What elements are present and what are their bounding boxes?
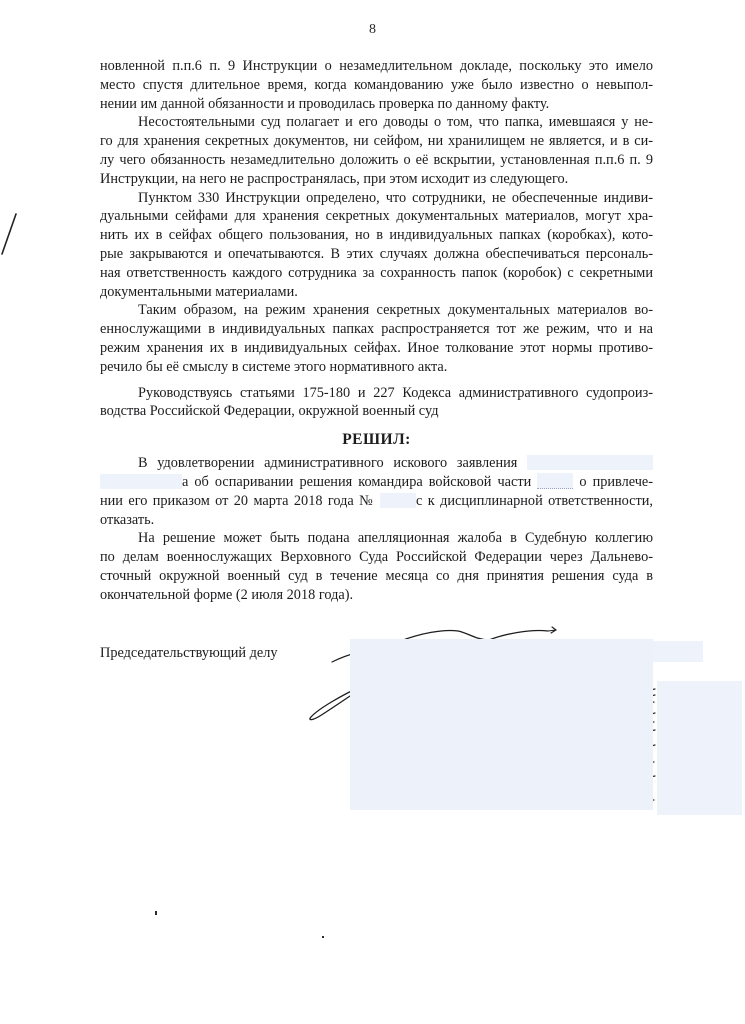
paragraph [100,529,653,604]
inline-redaction-box [380,493,416,508]
text-line: Таким образом, на режим хранения секретных документальных материалов во- [138,302,653,319]
text-line: речило бы её смыслу в системе этого нормативного акта. [100,358,448,375]
text-line: ная ответственность каждого сотрудника за сохранность папок (коробок) с секретными [100,264,653,281]
scan-speck [155,911,157,915]
resolution-heading: РЕШИЛ: [342,431,411,449]
text-segment: а об оспаривании решения командира войсковой части [182,473,538,490]
text-line: нении им данной обязанности и проводилась проверка по данному факту. [100,95,550,112]
text-line [100,473,653,492]
text-line: Руководствуясь статьями 175-180 и 227 Кодекса административного судопроиз- [138,384,653,401]
redaction-box-top-right [653,641,703,662]
text-segment: с к дисциплинарной ответственности, [416,492,654,509]
inline-redaction-box [527,455,653,470]
text-line: Пунктом 330 Инструкции определено, что сотрудники, не обеспеченные индиви- [138,189,653,206]
text-line: режим хранения их в индивидуальных сейфах. Иное толкование этот нормы противо- [100,339,653,356]
text-line: Несостоятельными суд полагает и его доводы о том, что папка, имевшаяся у не- [138,114,653,131]
text-line: еннослужащими в индивидуальных папках распространяется тот же режим, что и на [100,321,653,338]
text-line: Инструкции, на него не распространялась, при этом исходит из следующего. [100,170,569,187]
text-line: На решение может быть подана апелляционная жалоба в Судебную коллегию [138,530,653,547]
text-line: по делам военнослужащих Верховного Суда Российской Федерации через Дальнево- [100,549,653,566]
paragraph [100,454,653,529]
text-segment: В удовлетворении административного искового заявления [138,455,527,472]
signature-label: Председательствующий делу [100,644,278,661]
body-paragraphs [100,57,653,421]
paragraph [100,301,653,376]
paragraph [100,189,653,302]
inline-redaction-box [537,473,573,489]
text-segment: отказать. [100,511,155,528]
text-line: новленной п.п.6 п. 9 Инструкции о незамедлительном докладе, поскольку это имело [100,58,653,74]
paragraph [100,384,653,422]
text-segment: нии его приказом от 20 марта 2018 года № [100,492,381,509]
text-line [100,492,653,511]
scan-speck [322,936,324,938]
text-line: окончательной форме (2 июля 2018 года). [100,586,354,603]
decision-paragraph [100,454,653,529]
text-line: сточный окружной военный суд в течение месяца со дня принятия решения суда в [100,567,653,584]
text-line: дуальными сейфами для хранения секретных документальных материалов, могут хра- [100,208,653,225]
paragraph [100,113,653,188]
pen-mark [2,214,16,254]
redaction-box-signature [350,639,653,810]
text-line: лу чего обязанность незамедлительно доложить о её вскрытии, установленная п.п.6 п. 9 [100,151,653,168]
text-line: рые закрываются и опечатываются. В этих случаях должна обеспечиваться персональ- [100,245,653,262]
appeal-paragraph [100,529,653,604]
text-line: место спустя длительное время, когда командованию уже было известно о невыпол- [100,76,653,93]
text-line [100,454,653,473]
text-line: водства Российской Федерации, окружной военный суд [100,403,439,420]
document-body [100,57,653,662]
text-segment: о привлече- [573,473,653,490]
text-line: го для хранения секретных документов, ни сейфом, ни хранилищем не является, и в си- [100,133,653,150]
paragraph [100,57,653,113]
text-line: нить их в сейфах общего пользования, но в индивидуальных папках (коробках), кото- [100,227,653,244]
page-number: 8 [369,22,376,37]
inline-redaction-box [100,474,182,489]
text-line: документальными материалами. [100,283,298,300]
text-line [100,511,653,530]
redaction-box-right [657,681,742,815]
